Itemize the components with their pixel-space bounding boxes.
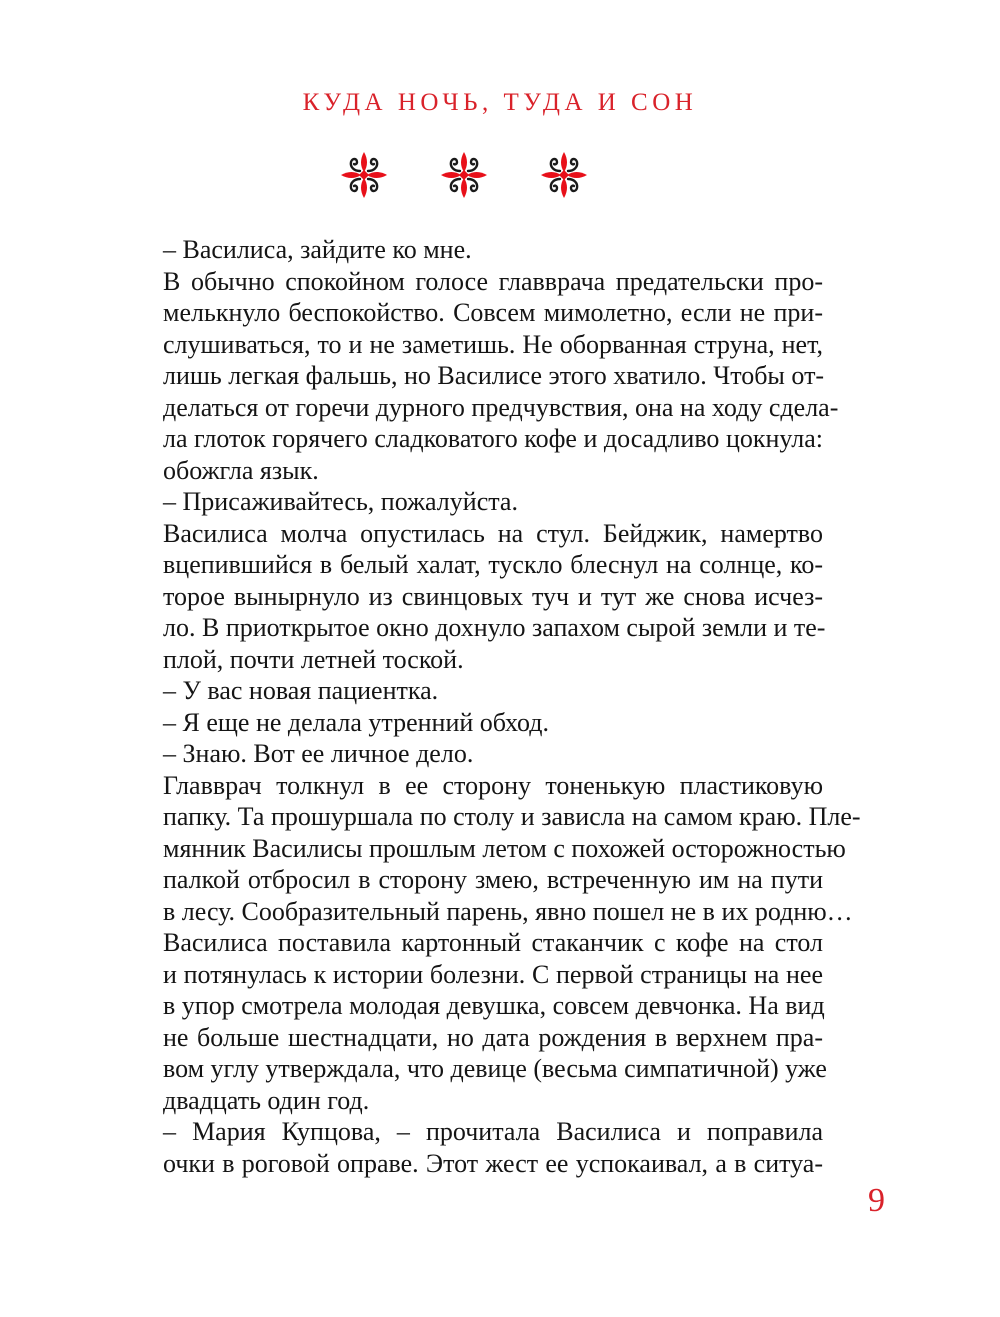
text-line: В обычно спокойном голосе главврача предательски про- [163,266,823,296]
folk-flower-ornament-icon [538,150,590,200]
text-line: мянник Василисы прошлым летом с похожей осторожностью [163,833,846,863]
text-line: обожгла язык. [163,455,319,485]
text-line: лишь легкая фальшь, но Василисе этого хватило. Чтобы от- [163,361,825,390]
text-line: торое вынырнуло из свинцовых туч и тут же снова исчез- [163,581,823,611]
text-line: Василиса молча опустилась на стул. Бейджик, намертво [163,518,823,548]
text-line: вом углу утверждала, что девице (весьма симпатичной) уже [163,1054,827,1083]
text-line: плой, почти летней тоской. [163,644,464,674]
text-line: в лесу. Сообразительный парень, явно пошел не в их родню… [163,896,853,926]
text-line: Василиса поставила картонный стаканчик с кофе на стол [163,928,823,957]
text-line: слушиваться, то и не заметишь. Не оборванная струна, нет, [163,329,823,359]
body-text [163,234,861,1179]
text-line: ла глоток горячего сладковатого кофе и досадливо цокнула: [163,424,823,453]
text-line: – У вас новая пациентка. [163,676,439,705]
text-line: делаться от горечи дурного предчувствия, она на ходу сдела- [163,392,839,422]
text-line: папку. Та прошуршала по столу и зависла на самом краю. Пле- [163,802,861,831]
folk-flower-ornament-icon [338,150,390,200]
text-line: не больше шестнадцати, но дата рождения в верхнем пра- [163,1022,823,1052]
text-line: – Мария Купцова, – прочитала Василиса и поправила [163,1117,823,1146]
text-line: Главврач толкнул в ее сторону тоненькую пластиковую [163,770,823,800]
running-header: КУДА НОЧЬ, ТУДА И СОН [302,89,698,116]
text-line: мелькнуло беспокойство. Совсем мимолетно, если не при- [163,298,823,327]
ornament-row [338,150,590,200]
text-line: – Я еще не делала утренний обход. [163,707,550,737]
text-line: – Василиса, зайдите ко мне. [163,235,472,264]
text-line: и потянулась к истории болезни. С первой страницы на нее [163,959,823,989]
text-line: вцепившийся в белый халат, тускло блеснул на солнце, ко- [163,550,823,579]
text-line: палкой отбросил в сторону змею, встреченную им на пути [163,865,823,894]
text-line: очки в роговой оправе. Этот жест ее успокаивал, а в ситуа- [163,1148,823,1178]
folk-flower-ornament-icon [438,150,490,200]
text-line: ло. В приоткрытое окно дохнуло запахом сырой земли и те- [163,613,826,642]
text-line: – Знаю. Вот ее личное дело. [163,739,474,768]
text-line: в упор смотрела молодая девушка, совсем девчонка. На вид [163,991,825,1020]
text-line: двадцать один год. [163,1085,370,1115]
page-number: 9 [868,1182,885,1219]
text-line: – Присаживайтесь, пожалуйста. [163,487,518,516]
